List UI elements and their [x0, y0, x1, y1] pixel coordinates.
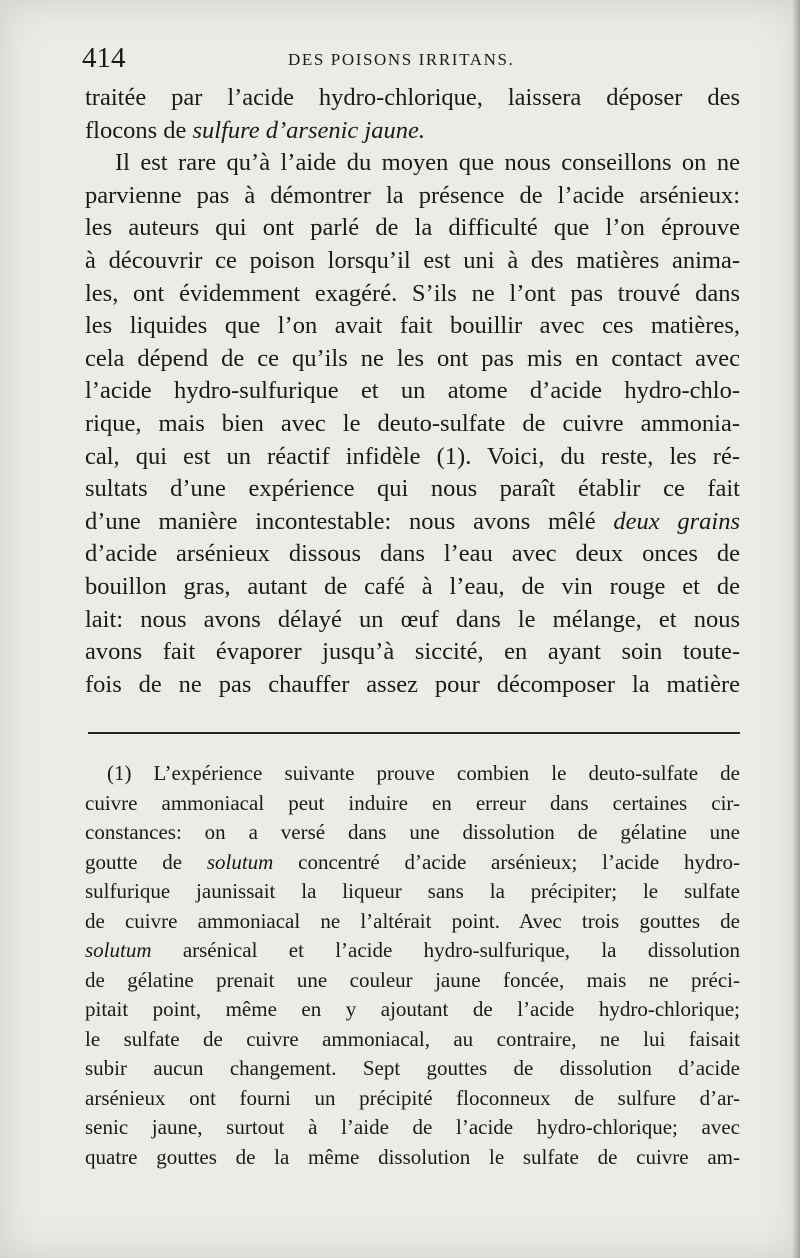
text-line — [85, 245, 740, 278]
footnote — [85, 759, 740, 1172]
text-segment: le sulfate de cuivre ammoniacal, au contraire, ne lui faisait — [85, 1026, 740, 1051]
text-line — [85, 180, 740, 213]
text-segment: rique, mais bien avec le deuto-sulfate de cuivre ammonia- — [85, 409, 740, 437]
text-segment: l’acide hydro-sulfurique et un atome d’acide hydro-chlo- — [85, 377, 740, 405]
text-segment: arsénieux ont fourni un précipité floconneux de sulfure d’ar- — [85, 1085, 740, 1110]
running-head — [82, 40, 742, 80]
text-segment: à découvrir ce poison lorsqu’il est uni à des matières anima- — [85, 246, 740, 274]
text-segment: sulfurique jaunissait la liqueur sans la précipiter; le sulfate — [85, 879, 740, 903]
italic-text: solutum — [85, 938, 152, 962]
text-line — [85, 604, 740, 637]
text-segment: Il est rare qu’à l’aide du moyen que nous conseillons on ne — [115, 149, 740, 177]
text-line — [85, 147, 740, 180]
footnote-line — [85, 848, 740, 878]
text-segment: pitait point, même en y ajoutant de l’acide hydro-chlorique; — [85, 997, 740, 1021]
text-line — [85, 82, 740, 115]
text-line — [85, 506, 740, 539]
text-segment: de cuivre ammoniacal ne l’altérait point. Avec trois gouttes de — [85, 908, 740, 933]
page-number: 414 — [82, 42, 126, 74]
text-line — [85, 473, 740, 506]
text-line — [85, 375, 740, 408]
text-segment: avons fait évaporer jusqu’à siccité, en ayant soin toute- — [85, 638, 740, 666]
text-segment: lait: nous avons délayé un œuf dans le mélange, et nous — [85, 605, 740, 633]
footnote-line — [85, 907, 740, 937]
text-segment: parvienne pas à démontrer la présence de l’acide arsénieux: — [85, 181, 740, 209]
footnote-line — [85, 995, 740, 1025]
text-segment: d’acide arsénieux dissous dans l’eau avec deux onces de — [85, 540, 740, 568]
text-segment: goutte de — [85, 849, 207, 874]
text-segment: (1) L’expérience suivante prouve combien le deuto-sulfate de — [107, 761, 740, 785]
text-segment: les auteurs qui ont parlé de la difficulté que l’on éprouve — [85, 214, 740, 242]
footnote-line — [85, 966, 740, 996]
footnote-line — [85, 1054, 740, 1084]
footnote-line — [85, 936, 740, 966]
footnote-line — [85, 818, 740, 848]
footnote-line — [85, 877, 740, 907]
text-line — [85, 278, 740, 311]
text-line — [85, 669, 740, 702]
main-text — [85, 82, 740, 701]
text-line — [85, 212, 740, 245]
text-segment: sultats d’une expérience qui nous paraît établir ce fait — [85, 475, 740, 503]
text-segment: bouillon gras, autant de café à l’eau, de vin rouge et de — [85, 572, 740, 600]
italic-text: solutum — [206, 849, 274, 874]
italic-text: sulfure d’arsenic jaune. — [192, 116, 425, 144]
text-segment: les liquides que l’on avait fait bouillir avec ces matières, — [85, 312, 740, 340]
text-segment: d’une manière incontestable: nous avons mêlé — [85, 507, 614, 535]
text-segment: arsénical et l’acide hydro-sulfurique, la dissolution — [151, 938, 740, 962]
text-line — [85, 408, 740, 441]
text-segment: constances: on a versé dans une dissolution de gélatine une — [85, 820, 740, 844]
text-line — [85, 441, 740, 474]
footnote-rule — [88, 732, 740, 734]
text-segment: senic jaune, surtout à l’aide de l’acide hydro-chlorique; avec — [85, 1115, 740, 1139]
footnote-line — [85, 1084, 740, 1114]
text-line — [85, 571, 740, 604]
text-line — [85, 538, 740, 571]
text-segment: concentré d’acide arsénieux; l’acide hydro- — [273, 849, 740, 874]
text-line — [85, 310, 740, 343]
text-segment: cal, qui est un réactif infidèle (1). Voici, du reste, les ré- — [85, 442, 740, 470]
text-line — [85, 115, 740, 148]
text-segment: cuivre ammoniacal peut induire en erreur dans certaines cir- — [85, 790, 740, 815]
text-segment: flocons de — [85, 116, 193, 144]
footnote-line — [85, 1143, 740, 1173]
text-segment: cela dépend de ce qu’ils ne les ont pas mis en contact avec — [85, 344, 740, 372]
text-segment: fois de ne pas chauffer assez pour décomposer la matière — [85, 670, 740, 698]
footnote-line — [85, 1113, 740, 1143]
italic-text: deux grains — [613, 507, 740, 535]
running-title: DES POISONS IRRITANS. — [288, 50, 515, 69]
text-segment: les, ont évidemment exagéré. S’ils ne l’ont pas trouvé dans — [85, 279, 740, 307]
text-segment: quatre gouttes de la même dissolution le sulfate de cuivre am- — [85, 1144, 740, 1169]
text-segment: subir aucun changement. Sept gouttes de dissolution d’acide — [85, 1056, 740, 1080]
footnote-line — [85, 789, 740, 819]
text-segment: de gélatine prenait une couleur jaune foncée, mais ne préci- — [85, 967, 740, 992]
text-segment: traitée par l’acide hydro-chlorique, laissera déposer des — [85, 84, 740, 111]
text-line — [85, 636, 740, 669]
page-edge-shadow — [792, 0, 800, 1258]
text-line — [85, 343, 740, 376]
footnote-line — [85, 1025, 740, 1055]
footnote-line — [85, 759, 740, 789]
